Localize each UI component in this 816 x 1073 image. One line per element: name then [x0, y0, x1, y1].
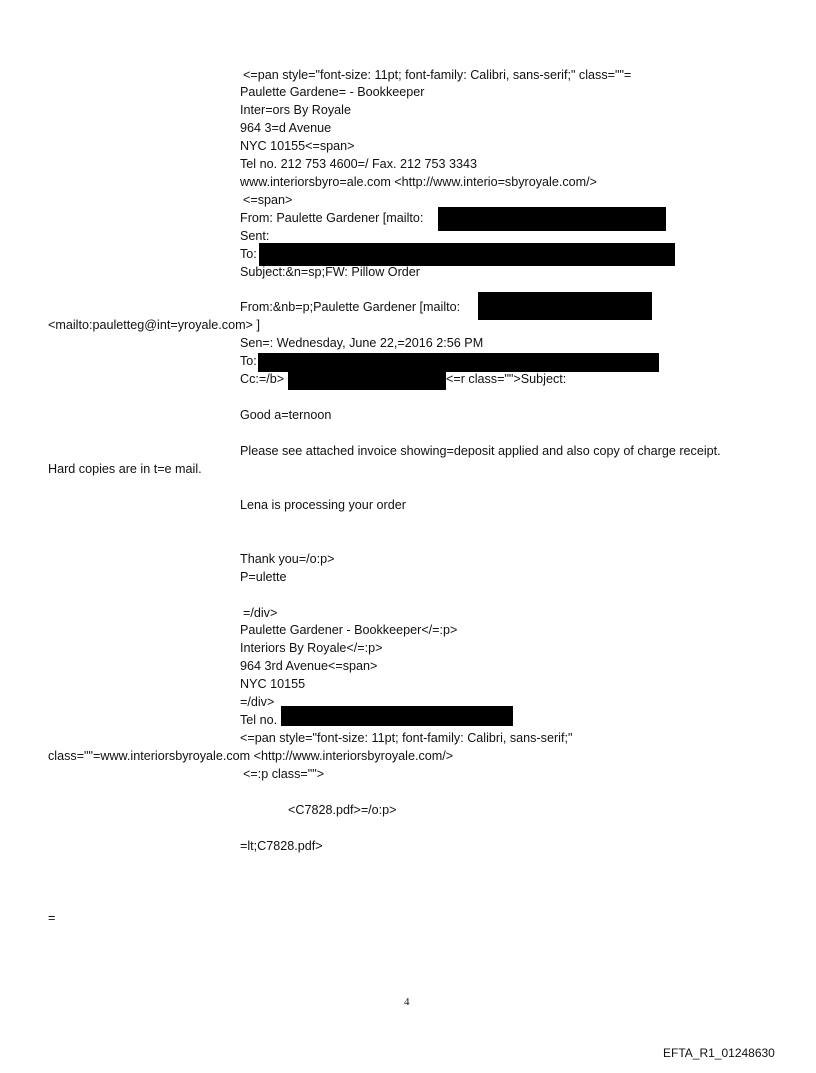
text-line: Cc:=/b>	[240, 372, 285, 386]
text-line: Please see attached invoice showing=deposit applied and also copy of charge receipt.	[240, 444, 721, 458]
text-line: <C7828.pdf>=/o:p>	[288, 803, 397, 817]
text-line: <=:p class="">	[243, 767, 325, 781]
text-line: Paulette Gardene= - Bookkeeper	[240, 85, 425, 99]
text-line: Tel no. 212 753 4600=/ Fax. 212 753 3343	[240, 157, 478, 171]
text-line: Sent:	[240, 229, 270, 243]
text-line: <=r class="">Subject:	[446, 372, 567, 386]
text-line: Paulette Gardener - Bookkeeper</=:p>	[240, 623, 458, 637]
text-line: Sen=: Wednesday, June 22,=2016 2:56 PM	[240, 336, 484, 350]
text-line: From: Paulette Gardener [mailto:	[240, 211, 424, 225]
redaction-box	[438, 207, 666, 231]
text-line: Lena is processing your order	[240, 498, 406, 512]
text-line: Interiors By Royale</=:p>	[240, 641, 383, 655]
text-line: 964 3rd Avenue<=span>	[240, 659, 378, 673]
text-line: Hard copies are in t=e mail.	[48, 462, 202, 476]
text-line: www.interiorsbyro=ale.com <http://www.interio=sbyroyale.com/>	[240, 175, 597, 189]
text-line: To:	[240, 354, 257, 368]
document-id-footer: EFTA_R1_01248630	[663, 1046, 775, 1060]
text-line: <=pan style="font-size: 11pt; font-family: Calibri, sans-serif;" class=""=	[243, 68, 632, 82]
text-line: =/div>	[240, 695, 275, 709]
text-line: Subject:&n=sp;FW: Pillow Order	[240, 265, 420, 279]
text-line: P=ulette	[240, 570, 287, 584]
redaction-box	[288, 370, 446, 390]
page-number: 4	[404, 996, 410, 1008]
text-line: =	[48, 911, 56, 925]
text-line: 964 3=d Avenue	[240, 121, 332, 135]
text-line: NYC 10155	[240, 677, 306, 691]
text-line: Good a=ternoon	[240, 408, 332, 422]
text-line: =/div>	[243, 606, 278, 620]
text-line: To:	[240, 247, 257, 261]
redaction-box	[478, 292, 652, 320]
redaction-box	[259, 243, 675, 266]
text-line: <=span>	[243, 193, 293, 207]
text-line: Thank you=/o:p>	[240, 552, 335, 566]
text-line: Inter=ors By Royale	[240, 103, 351, 117]
redaction-box	[281, 706, 513, 726]
text-line: =lt;C7828.pdf>	[240, 839, 323, 853]
text-line: From:&nb=p;Paulette Gardener [mailto:	[240, 300, 461, 314]
text-line: NYC 10155<=span>	[240, 139, 355, 153]
text-line: class=""=www.interiorsbyroyale.com <http://www.interiorsbyroyale.com/>	[48, 749, 454, 763]
text-line: Tel no.	[240, 713, 278, 727]
text-line: <=pan style="font-size: 11pt; font-family: Calibri, sans-serif;"	[240, 731, 573, 745]
text-line: <mailto:pauletteg@int=yroyale.com> ]	[48, 318, 260, 332]
